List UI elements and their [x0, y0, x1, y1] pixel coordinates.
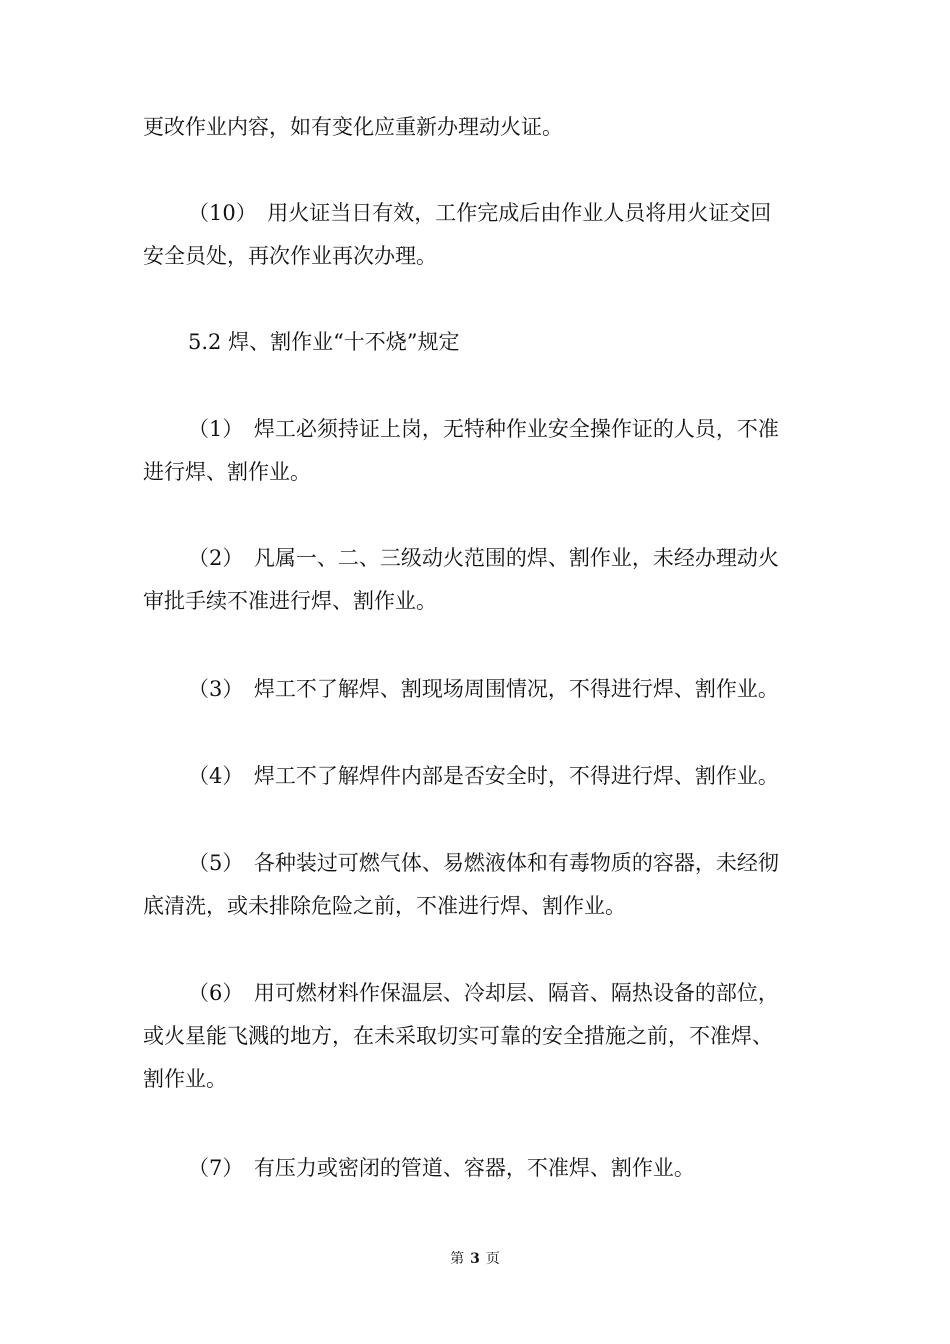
text-line: （4） 焊工不了解焊件内部是否安全时，不得进行焊、割作业。 [188, 764, 779, 788]
paragraph-continuation [143, 106, 811, 149]
paragraph-item-2 [143, 537, 811, 623]
text-line: 割作业。 [143, 1067, 227, 1091]
paragraph-item-1 [143, 408, 811, 494]
text-line: 或火星能飞溅的地方，在未采取切实可靠的安全措施之前，不准焊、 [143, 1024, 773, 1048]
paragraph-item-5 [143, 842, 811, 928]
text-line: （10） 用火证当日有效，工作完成后由作业人员将用火证交回 [188, 201, 772, 225]
paragraph-item-4 [143, 755, 811, 798]
paragraph-item-10 [143, 192, 811, 278]
page-number: 3 [470, 1251, 480, 1267]
text-line: 底清洗，或未排除危险之前，不准进行焊、割作业。 [143, 894, 626, 918]
text-line: （2） 凡属一、二、三级动火范围的焊、割作业，未经办理动火 [188, 546, 779, 570]
text-line: （5） 各种装过可燃气体、易燃液体和有毒物质的容器，未经彻 [188, 851, 779, 875]
paragraph-item-6 [143, 972, 811, 1101]
text-line: （3） 焊工不了解焊、割现场周围情况，不得进行焊、割作业。 [188, 677, 779, 701]
text-line: 安全员处，再次作业再次办理。 [143, 244, 437, 268]
page-footer [0, 1250, 950, 1268]
section-heading [143, 321, 811, 364]
text-line: （1） 焊工必须持证上岗，无特种作业安全操作证的人员，不准 [188, 417, 779, 441]
paragraph-item-7 [143, 1147, 811, 1190]
text-line: （7） 有压力或密闭的管道、容器，不准焊、割作业。 [188, 1156, 695, 1180]
paragraph-item-3 [143, 668, 811, 711]
footer-suffix: 页 [485, 1251, 500, 1267]
text-line: 审批手续不准进行焊、割作业。 [143, 589, 437, 613]
text-line: 5.2 焊、割作业“十不烧”规定 [188, 330, 460, 354]
text-line: （6） 用可燃材料作保温层、冷却层、隔音、隔热设备的部位， [188, 981, 779, 1005]
text-line: 进行焊、割作业。 [143, 460, 311, 484]
footer-prefix: 第 [450, 1251, 465, 1267]
text-line: 更改作业内容，如有变化应重新办理动火证。 [143, 115, 563, 139]
